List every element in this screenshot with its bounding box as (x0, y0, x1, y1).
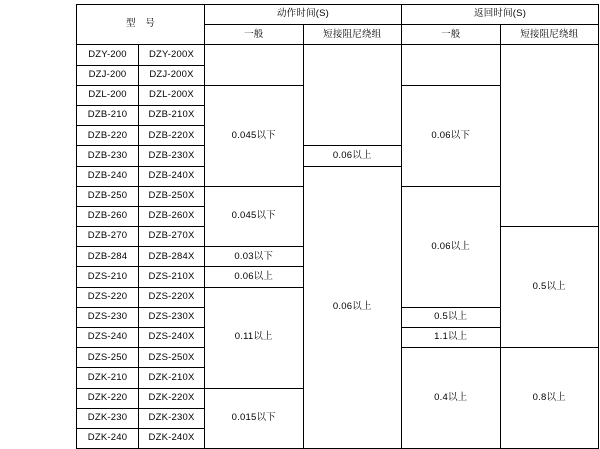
cell-model-a: DZB-240 (77, 166, 139, 186)
cell-operate-shorted: 0.06以上 (303, 166, 402, 449)
cell-model-a: DZS-240 (77, 328, 139, 348)
cell-model-b: DZK-230X (139, 408, 205, 428)
table-body (77, 45, 599, 449)
cell-model-b: DZK-210X (139, 368, 205, 388)
cell-model-b: DZL-200X (139, 85, 205, 105)
cell-model-b: DZB-260X (139, 206, 205, 226)
cell-model-b: DZB-230X (139, 146, 205, 166)
cell-model-b: DZS-240X (139, 328, 205, 348)
cell-model-b: DZB-250X (139, 186, 205, 206)
cell-return-general: 0.06以下 (402, 85, 501, 186)
cell-operate-general: 0.06以上 (205, 267, 304, 287)
cell-model-a: DZK-240 (77, 428, 139, 448)
cell-model-b: DZB-220X (139, 126, 205, 146)
cell-model-b: DZS-250X (139, 348, 205, 368)
cell-model-b: DZK-220X (139, 388, 205, 408)
cell-model-a: DZB-260 (77, 206, 139, 226)
cell-operate-general (205, 45, 304, 85)
cell-model-b: DZS-210X (139, 267, 205, 287)
cell-model-b: DZS-220X (139, 287, 205, 307)
cell-model-b: DZK-240X (139, 428, 205, 448)
cell-return-general (402, 45, 501, 85)
cell-model-a: DZL-200 (77, 85, 139, 105)
cell-model-b: DZB-270X (139, 227, 205, 247)
cell-model-b: DZY-200X (139, 45, 205, 65)
cell-return-general: 1.1以上 (402, 328, 501, 348)
cell-operate-shorted (303, 45, 402, 146)
cell-model-a: DZK-230 (77, 408, 139, 428)
header-sub-operate-shorted: 短接阻尼绕组 (303, 25, 402, 45)
cell-model-a: DZB-284 (77, 247, 139, 267)
specification-table (76, 4, 599, 449)
cell-return-general: 0.06以上 (402, 186, 501, 307)
cell-model-a: DZK-210 (77, 368, 139, 388)
cell-operate-general: 0.045以下 (205, 186, 304, 247)
header-group-return-time: 返回时间(S) (402, 5, 599, 25)
cell-return-shorted: 0.8以上 (500, 348, 599, 449)
cell-model-a: DZK-220 (77, 388, 139, 408)
cell-model-a: DZS-220 (77, 287, 139, 307)
cell-operate-general: 0.11以上 (205, 287, 304, 388)
cell-operate-shorted: 0.06以上 (303, 146, 402, 166)
cell-model-b: DZB-240X (139, 166, 205, 186)
cell-model-a: DZS-250 (77, 348, 139, 368)
cell-model-b: DZS-230X (139, 307, 205, 327)
table-header-group-row (77, 5, 599, 25)
cell-model-b: DZJ-200X (139, 65, 205, 85)
header-model: 型 号 (77, 5, 205, 45)
cell-model-b: DZB-210X (139, 105, 205, 125)
header-group-operate-time: 动作时间(S) (205, 5, 402, 25)
cell-operate-general: 0.045以下 (205, 85, 304, 186)
cell-return-shorted (500, 45, 599, 227)
cell-model-a: DZJ-200 (77, 65, 139, 85)
cell-return-general: 0.5以上 (402, 307, 501, 327)
cell-return-general: 0.4以上 (402, 348, 501, 449)
cell-return-shorted: 0.5以上 (500, 227, 599, 348)
cell-model-a: DZY-200 (77, 45, 139, 65)
cell-operate-general: 0.03以下 (205, 247, 304, 267)
cell-operate-general: 0.015以下 (205, 388, 304, 449)
header-sub-operate-general: 一般 (205, 25, 304, 45)
cell-model-a: DZB-270 (77, 227, 139, 247)
cell-model-a: DZB-230 (77, 146, 139, 166)
cell-model-b: DZB-284X (139, 247, 205, 267)
header-sub-return-shorted: 短接阻尼绕组 (500, 25, 599, 45)
cell-model-a: DZB-210 (77, 105, 139, 125)
header-sub-return-general: 一般 (402, 25, 501, 45)
cell-model-a: DZB-250 (77, 186, 139, 206)
cell-model-a: DZS-230 (77, 307, 139, 327)
table-row (77, 45, 599, 65)
table-header (77, 5, 599, 45)
cell-model-a: DZS-210 (77, 267, 139, 287)
cell-model-a: DZB-220 (77, 126, 139, 146)
